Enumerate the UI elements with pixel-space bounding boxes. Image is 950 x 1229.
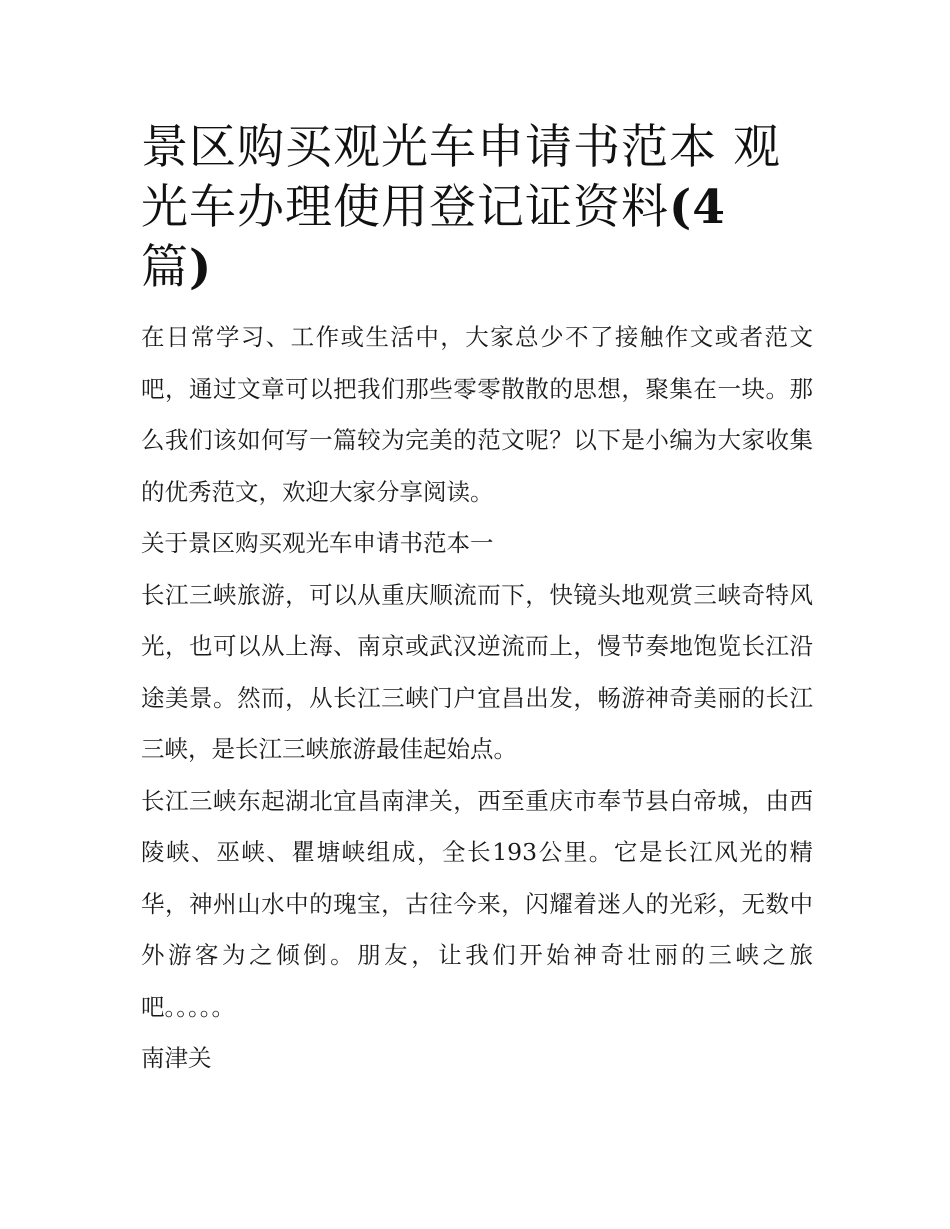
title-count-open: (4: [669, 180, 726, 235]
document-title: [141, 118, 813, 298]
document-content: [141, 118, 813, 1085]
subsection-heading: 南津关: [141, 1044, 212, 1072]
intro-paragraph: 在日常学习、工作或生活中，大家总少不了接触作文或者范文吧，通过文章可以把我们那些零零散散的思想，聚集在一块。那么我们该如何写一篇较为完美的范文呢？以下是小编为大家收集的优秀范文，欢迎大家分享阅读。: [141, 323, 813, 506]
body-paragraph: 长江三峡旅游，可以从重庆顺流而下，快镜头地观赏三峡奇特风光，也可以从上海、南京或武汉逆流而上，慢节奏地饱览长江沿途美景。然而，从长江三峡门户宜昌出发，畅游神奇美丽的长江三峡，是长江三峡旅游最佳起始点。: [141, 580, 813, 763]
section-heading: 关于景区购买观光车申请书范本一: [141, 529, 494, 557]
body-paragraph: 长江三峡东起湖北宜昌南津关，西至重庆市奉节县白帝城，由西陵峡、巫峡、瞿塘峡组成，全长193公里。它是长江风光的精华，神州山水中的瑰宝，古往今来，闪耀着迷人的光彩，无数中外游客为之倾倒。朋友，让我们开始神奇壮丽的三峡之旅吧。。。。。: [141, 786, 813, 1021]
title-count-unit: 篇: [141, 240, 189, 295]
title-count-close: ): [189, 240, 213, 295]
title-text: 景区购买观光车申请书范本 观光车办理使用登记证资料: [141, 120, 781, 235]
